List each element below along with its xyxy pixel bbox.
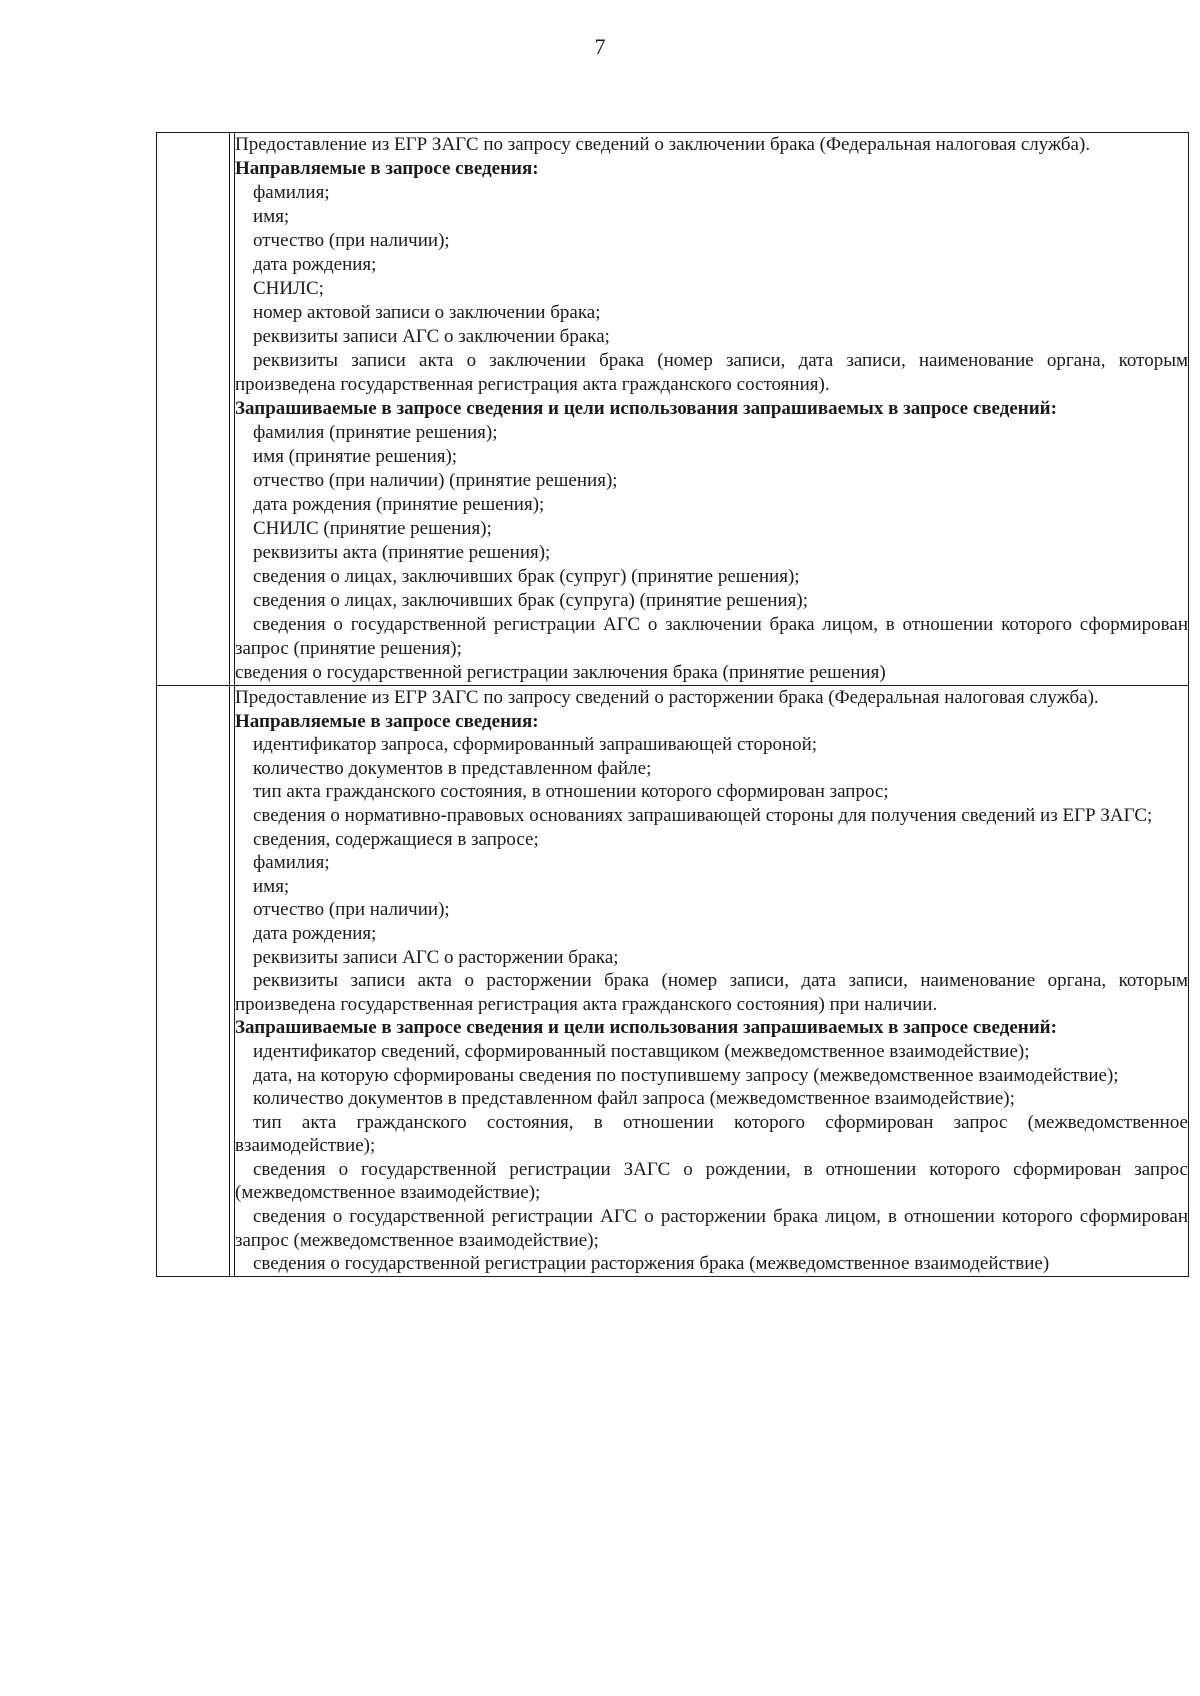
list-item: дата, на которую сформированы сведения по поступившему запросу (межведомственное взаимодействие); (253, 1064, 1119, 1086)
table-row (157, 686, 1189, 1277)
list-item: сведения о лицах, заключивших брак (супруг) (принятие решения); (253, 566, 800, 587)
list-item: тип акта гражданского состояния, в отношении которого сформирован запрос; (253, 781, 889, 803)
list-item: количество документов в представленном файле; (253, 757, 652, 779)
list-item: дата рождения (принятие решения); (253, 494, 545, 515)
list-item: идентификатор запроса, сформированный запрашивающей стороной; (253, 734, 818, 756)
number-cell (157, 133, 230, 686)
list-item: сведения о государственной регистрации АГС о расторжении брака лицом, в отношении которого сформирован запрос (межведомственное взаимодействие); (235, 1206, 1188, 1251)
list-item: идентификатор сведений, сформированный поставщиком (межведомственное взаимодействие); (253, 1040, 1030, 1062)
list-item: реквизиты акта (принятие решения); (253, 542, 551, 563)
list-item: имя (принятие решения); (253, 446, 458, 467)
document-table (156, 132, 1189, 1277)
list-item: фамилия; (253, 852, 330, 874)
list-item: реквизиты записи акта о заключении брака (номер записи, дата записи, наименование органа, которым произведена государственная регистрация акта гражданского состояния). (235, 350, 1188, 395)
page-number: 7 (594, 34, 606, 59)
section-intro: Предоставление из ЕГР ЗАГС по запросу сведений о расторжении брака (Федеральная налоговая служба). (235, 687, 1099, 708)
section-intro: Предоставление из ЕГР ЗАГС по запросу сведений о заключении брака (Федеральная налоговая служба). (235, 134, 1091, 155)
content-cell (235, 133, 1189, 686)
list-item: имя; (253, 206, 290, 227)
sent-heading: Направляемые в запросе сведения: (235, 710, 539, 732)
requested-heading: Запрашиваемые в запросе сведения и цели использования запрашиваемых в запросе сведений: (235, 1017, 1057, 1039)
list-item: фамилия (принятие решения); (253, 422, 498, 443)
list-item: фамилия; (253, 182, 330, 203)
list-item: сведения о государственной регистрации расторжения брака (межведомственное взаимодействие) (253, 1253, 1050, 1275)
list-item: реквизиты записи АГС о расторжении брака; (253, 946, 619, 968)
table-row (157, 133, 1189, 686)
list-item: сведения о государственной регистрации ЗАГС о рождении, в отношении которого сформирован запрос (межведомственное взаимодействие); (235, 1158, 1188, 1204)
list-item: реквизиты записи акта о расторжении брака (номер записи, дата записи, наименование органа, которым произведена государственная регистрация акта гражданского состояния) при наличии. (235, 970, 1188, 1015)
list-item: отчество (при наличии); (253, 230, 450, 251)
content-cell (235, 686, 1189, 1277)
list-item: тип акта гражданского состояния, в отношении которого сформирован запрос (межведомственное взаимодействие); (235, 1111, 1188, 1157)
list-item: сведения, содержащиеся в запросе; (253, 828, 539, 850)
list-item-last: сведения о государственной регистрации заключения брака (принятие решения) (235, 662, 886, 683)
list-item: СНИЛС (принятие решения); (253, 518, 492, 539)
list-item: дата рождения; (253, 254, 377, 275)
list-item: отчество (при наличии) (принятие решения); (253, 470, 618, 491)
requested-heading: Запрашиваемые в запросе сведения и цели использования запрашиваемых в запросе сведений: (235, 398, 1057, 419)
list-item: реквизиты записи АГС о заключении брака; (253, 326, 610, 347)
list-item: номер актовой записи о заключении брака; (253, 302, 601, 323)
list-item: сведения о государственной регистрации АГС о заключении брака лицом, в отношении которого сформирован запрос (принятие решения); (235, 614, 1188, 659)
list-item: СНИЛС; (253, 278, 324, 299)
sent-heading: Направляемые в запросе сведения: (235, 158, 539, 179)
number-cell (157, 686, 230, 1277)
list-item: сведения о нормативно-правовых основаниях запрашивающей стороны для получения сведений из ЕГР ЗАГС; (253, 804, 1153, 826)
list-item: имя; (253, 875, 290, 897)
list-item: дата рождения; (253, 922, 377, 944)
list-item: количество документов в представленном файл запроса (межведомственное взаимодействие); (253, 1088, 1015, 1110)
list-item: отчество (при наличии); (253, 899, 450, 921)
list-item: сведения о лицах, заключивших брак (супруга) (принятие решения); (253, 590, 808, 611)
